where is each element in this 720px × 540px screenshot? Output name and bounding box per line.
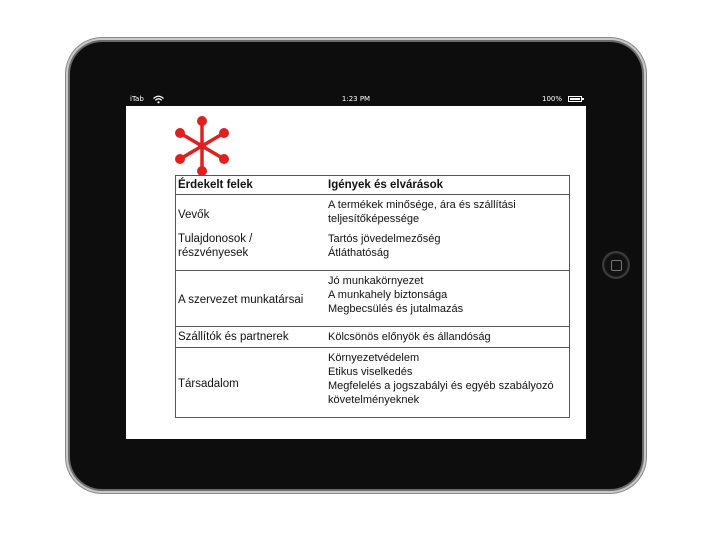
party-cell: A szervezet munkatársai xyxy=(178,294,304,306)
need-item: Etikus viselkedés xyxy=(328,366,413,378)
party-cell: Társadalom xyxy=(178,378,239,390)
need-item: Jó munkakörnyezet xyxy=(328,275,424,287)
needs-cell xyxy=(326,348,570,418)
need-item: Megfelelés a jogszabályi és egyéb szabályozó követelményeknek xyxy=(328,380,554,406)
tablet-screen xyxy=(126,93,586,439)
home-button-square xyxy=(611,260,622,271)
need-item: Kölcsönös előnyök és állandóság xyxy=(328,331,491,343)
table-row xyxy=(176,232,570,271)
need-item: Környezetvédelem xyxy=(328,352,420,364)
need-item: A termékek minősége, ára és szállítási teljesítőképessége xyxy=(328,199,516,225)
asterisk-logo xyxy=(169,113,234,178)
need-item: A munkahely biztonsága xyxy=(328,289,448,301)
need-item: Megbecsülés és jutalmazás xyxy=(328,303,464,315)
table-row xyxy=(176,327,570,348)
needs-cell xyxy=(326,232,570,271)
status-bar xyxy=(126,93,586,106)
battery-icon xyxy=(568,96,582,102)
table-row xyxy=(176,195,570,233)
party-cell: Szállítók és partnerek xyxy=(178,331,289,343)
need-item: Tartós jövedelmezőség xyxy=(328,233,441,245)
party-cell: Tulajdonosok / részvényesek xyxy=(178,233,253,259)
carrier-label: iTab xyxy=(130,95,144,103)
needs-cell xyxy=(326,195,570,233)
needs-cell xyxy=(326,327,570,348)
table-header-row xyxy=(176,176,570,195)
battery-percent: 100% xyxy=(541,95,562,103)
home-button-icon[interactable] xyxy=(602,251,630,279)
clock: 1:23 PM xyxy=(341,95,371,103)
tablet-device xyxy=(70,42,642,489)
stakeholder-table xyxy=(175,175,570,418)
table-row xyxy=(176,348,570,418)
table-row xyxy=(176,271,570,327)
need-item: Átláthatóság xyxy=(328,247,390,259)
header-needs: Igények és elvárások xyxy=(328,179,444,191)
party-cell: Vevők xyxy=(178,209,210,221)
needs-cell xyxy=(326,271,570,327)
header-stakeholders: Érdekelt felek xyxy=(178,179,253,191)
